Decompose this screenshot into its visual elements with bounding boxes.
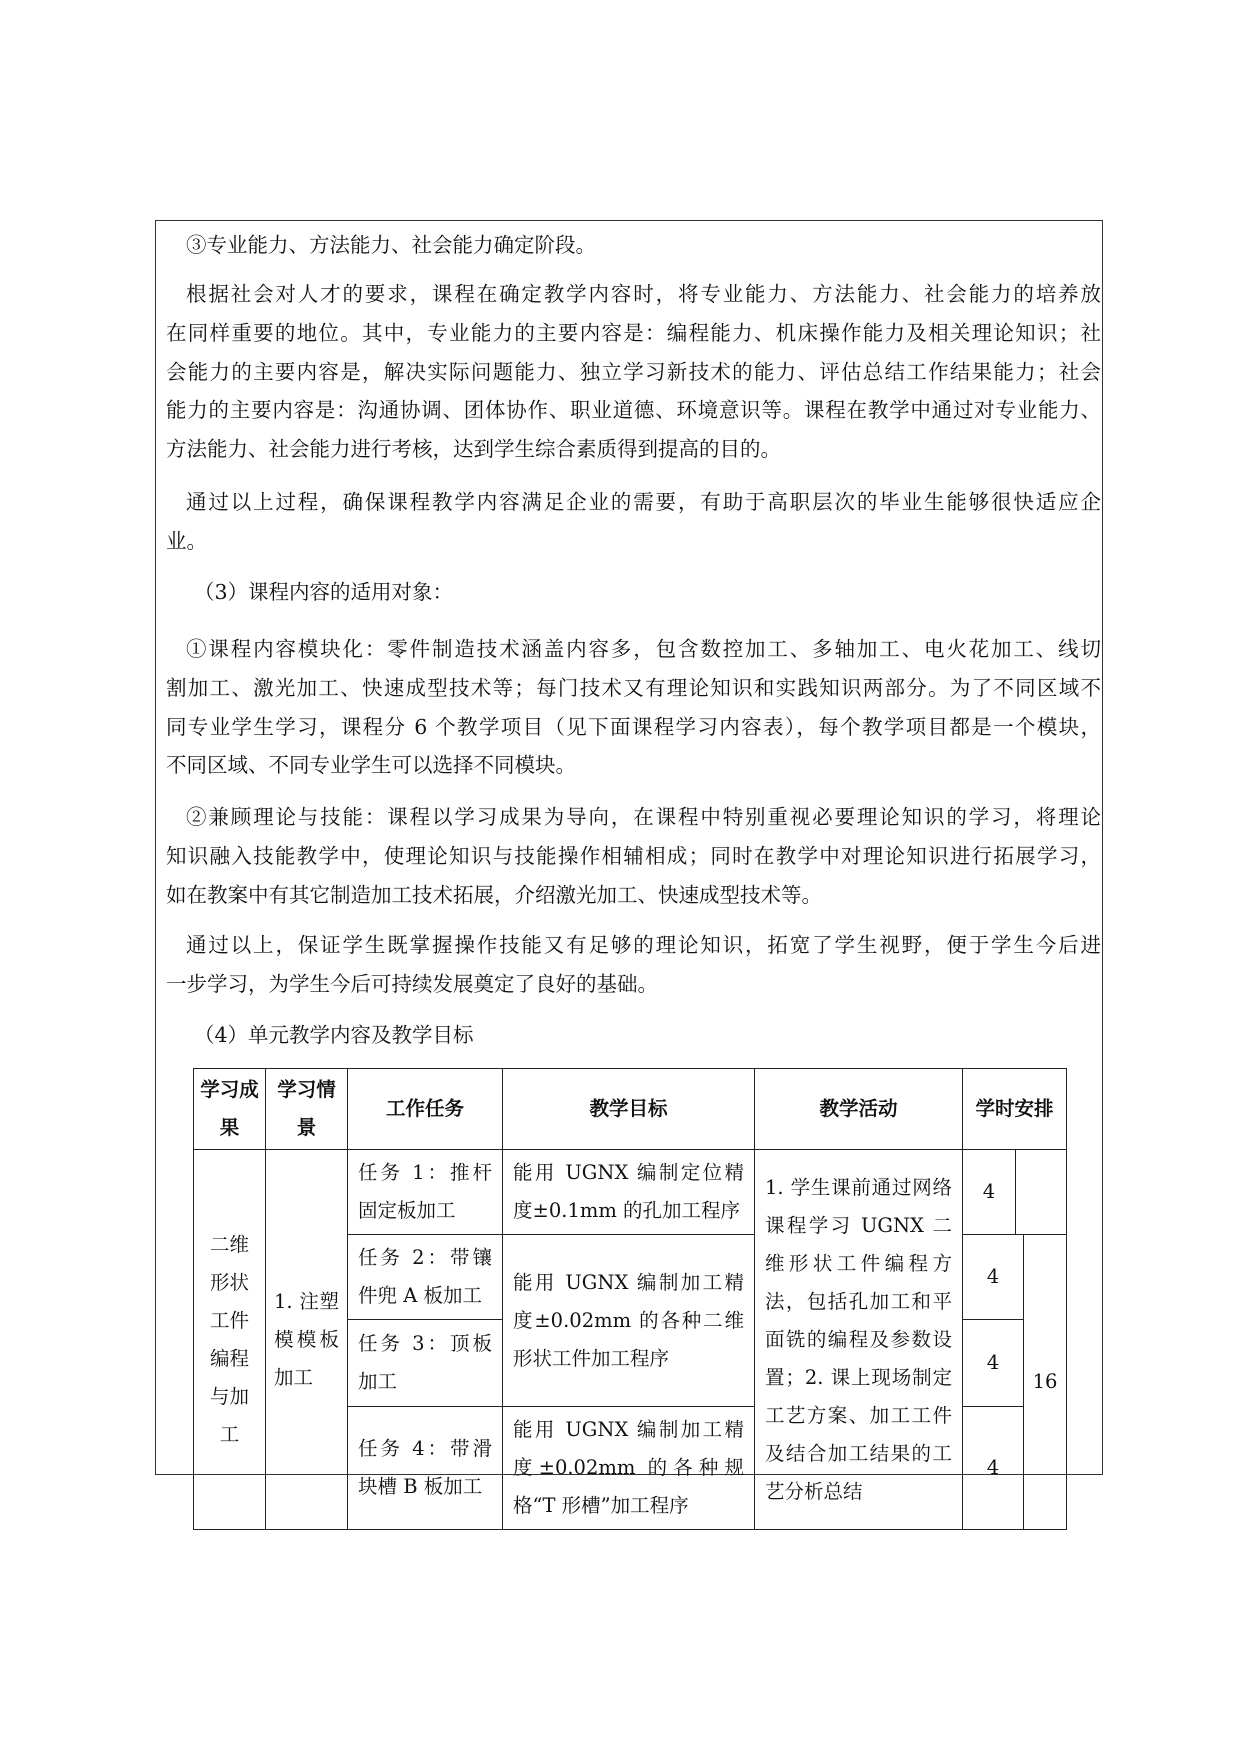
paragraph-line: 通过以上，保证学生既掌握操作技能又有足够的理论知识，拓宽了学生视野，便于学生今后进: [186, 933, 1101, 957]
paragraph: [166, 630, 1101, 785]
scenario-cell: 1. 注塑模模板加工: [266, 1150, 348, 1530]
hours-cell: 4: [963, 1320, 1024, 1407]
paragraph-line: 通过以上过程，确保课程教学内容满足企业的需要，有助于高职层次的毕业生能够很快适应企: [186, 490, 1101, 514]
activity-cell: 1. 学生课前通过网络课程学习 UGNX 二维形状工件编程方法，包括孔加工和平面铣的编程及参数设置；2. 课上现场制定工艺方案、加工工件及结合加工结果的工艺分析总结: [755, 1150, 963, 1530]
paragraph-line: ③专业能力、方法能力、社会能力确定阶段。: [186, 233, 596, 257]
paragraph-line: 如在教案中有其它制造加工技术拓展，介绍激光加工、快速成型技术等。: [166, 882, 822, 907]
paragraph: [166, 226, 1101, 265]
outcome-cell: 二维形状工件编程与加工: [194, 1150, 266, 1530]
header-scenario: 学习情景: [266, 1069, 348, 1150]
header-hours: 学时安排: [963, 1069, 1067, 1150]
hours-cell: 4: [963, 1150, 1016, 1235]
paragraph-line: 不同区域、不同专业学生可以选择不同模块。: [166, 753, 576, 778]
section-heading: [166, 573, 1101, 612]
header-outcome: 学习成果: [194, 1069, 266, 1150]
paragraph-line: 能力的主要内容是：沟通协调、团体协作、职业道德、环境意识等。课程在教学中通过对专业能力、: [166, 398, 1101, 423]
paragraph-line: ①课程内容模块化：零件制造技术涵盖内容多，包含数控加工、多轴加工、电火花加工、线切: [186, 637, 1101, 661]
paragraph-line: 同专业学生学习，课程分 6 个教学项目（见下面课程学习内容表），每个教学项目都是一个模块，: [166, 714, 1101, 739]
table-header-row: [194, 1069, 1067, 1150]
paragraph-line: ②兼顾理论与技能：课程以学习成果为导向，在课程中特别重视必要理论知识的学习，将理论: [186, 805, 1101, 829]
section-heading: [166, 1016, 1101, 1055]
paragraph-line: （4）单元教学内容及教学目标: [194, 1023, 474, 1047]
goal-cell: 能用 UGNX 编制加工精度±0.02mm 的各种规格“T 形槽”加工程序: [503, 1407, 755, 1530]
unit-content-table: [193, 1068, 1067, 1530]
goal-cell: 能用 UGNX 编制加工精度±0.02mm 的各种二维形状工件加工程序: [503, 1235, 755, 1407]
paragraph-line: 一步学习，为学生今后可持续发展奠定了良好的基础。: [166, 971, 658, 996]
task-cell: 任务 3：顶板加工: [348, 1320, 503, 1407]
goal-cell: 能用 UGNX 编制定位精度±0.1mm 的孔加工程序: [503, 1150, 755, 1235]
hours-cell: 4: [963, 1235, 1024, 1320]
paragraph-line: 业。: [166, 528, 207, 553]
paragraph: [166, 926, 1101, 1004]
task-cell: 任务 2：带镶件兜 A 板加工: [348, 1235, 503, 1320]
task-cell: 任务 4：带滑块槽 B 板加工: [348, 1407, 503, 1530]
header-task: 工作任务: [348, 1069, 503, 1150]
paragraph-line: 知识融入技能教学中，使理论知识与技能操作相辅相成；同时在教学中对理论知识进行拓展学习，: [166, 843, 1101, 868]
paragraph-line: （3）课程内容的适用对象：: [194, 580, 454, 604]
empty-cell: [1016, 1150, 1067, 1235]
paragraph: [166, 275, 1101, 469]
total-hours-cell: 16: [1024, 1235, 1067, 1530]
paragraph-line: 会能力的主要内容是，解决实际问题能力、独立学习新技术的能力、评估总结工作结果能力；社会: [166, 359, 1101, 384]
paragraph-line: 在同样重要的地位。其中，专业能力的主要内容是：编程能力、机床操作能力及相关理论知识；社: [166, 320, 1101, 345]
header-activity: 教学活动: [755, 1069, 963, 1150]
paragraph-line: 根据社会对人才的要求，课程在确定教学内容时，将专业能力、方法能力、社会能力的培养放: [186, 282, 1101, 306]
hours-cell: 4: [963, 1407, 1024, 1530]
paragraph: [166, 483, 1101, 561]
task-cell: 任务 1：推杆固定板加工: [348, 1150, 503, 1235]
paragraph-line: 割加工、激光加工、快速成型技术等；每门技术又有理论知识和实践知识两部分。为了不同区域不: [166, 675, 1101, 700]
paragraph-line: 方法能力、社会能力进行考核，达到学生综合素质得到提高的目的。: [166, 437, 781, 462]
paragraph: [166, 798, 1101, 914]
header-goal: 教学目标: [503, 1069, 755, 1150]
table-row: [194, 1150, 1067, 1235]
